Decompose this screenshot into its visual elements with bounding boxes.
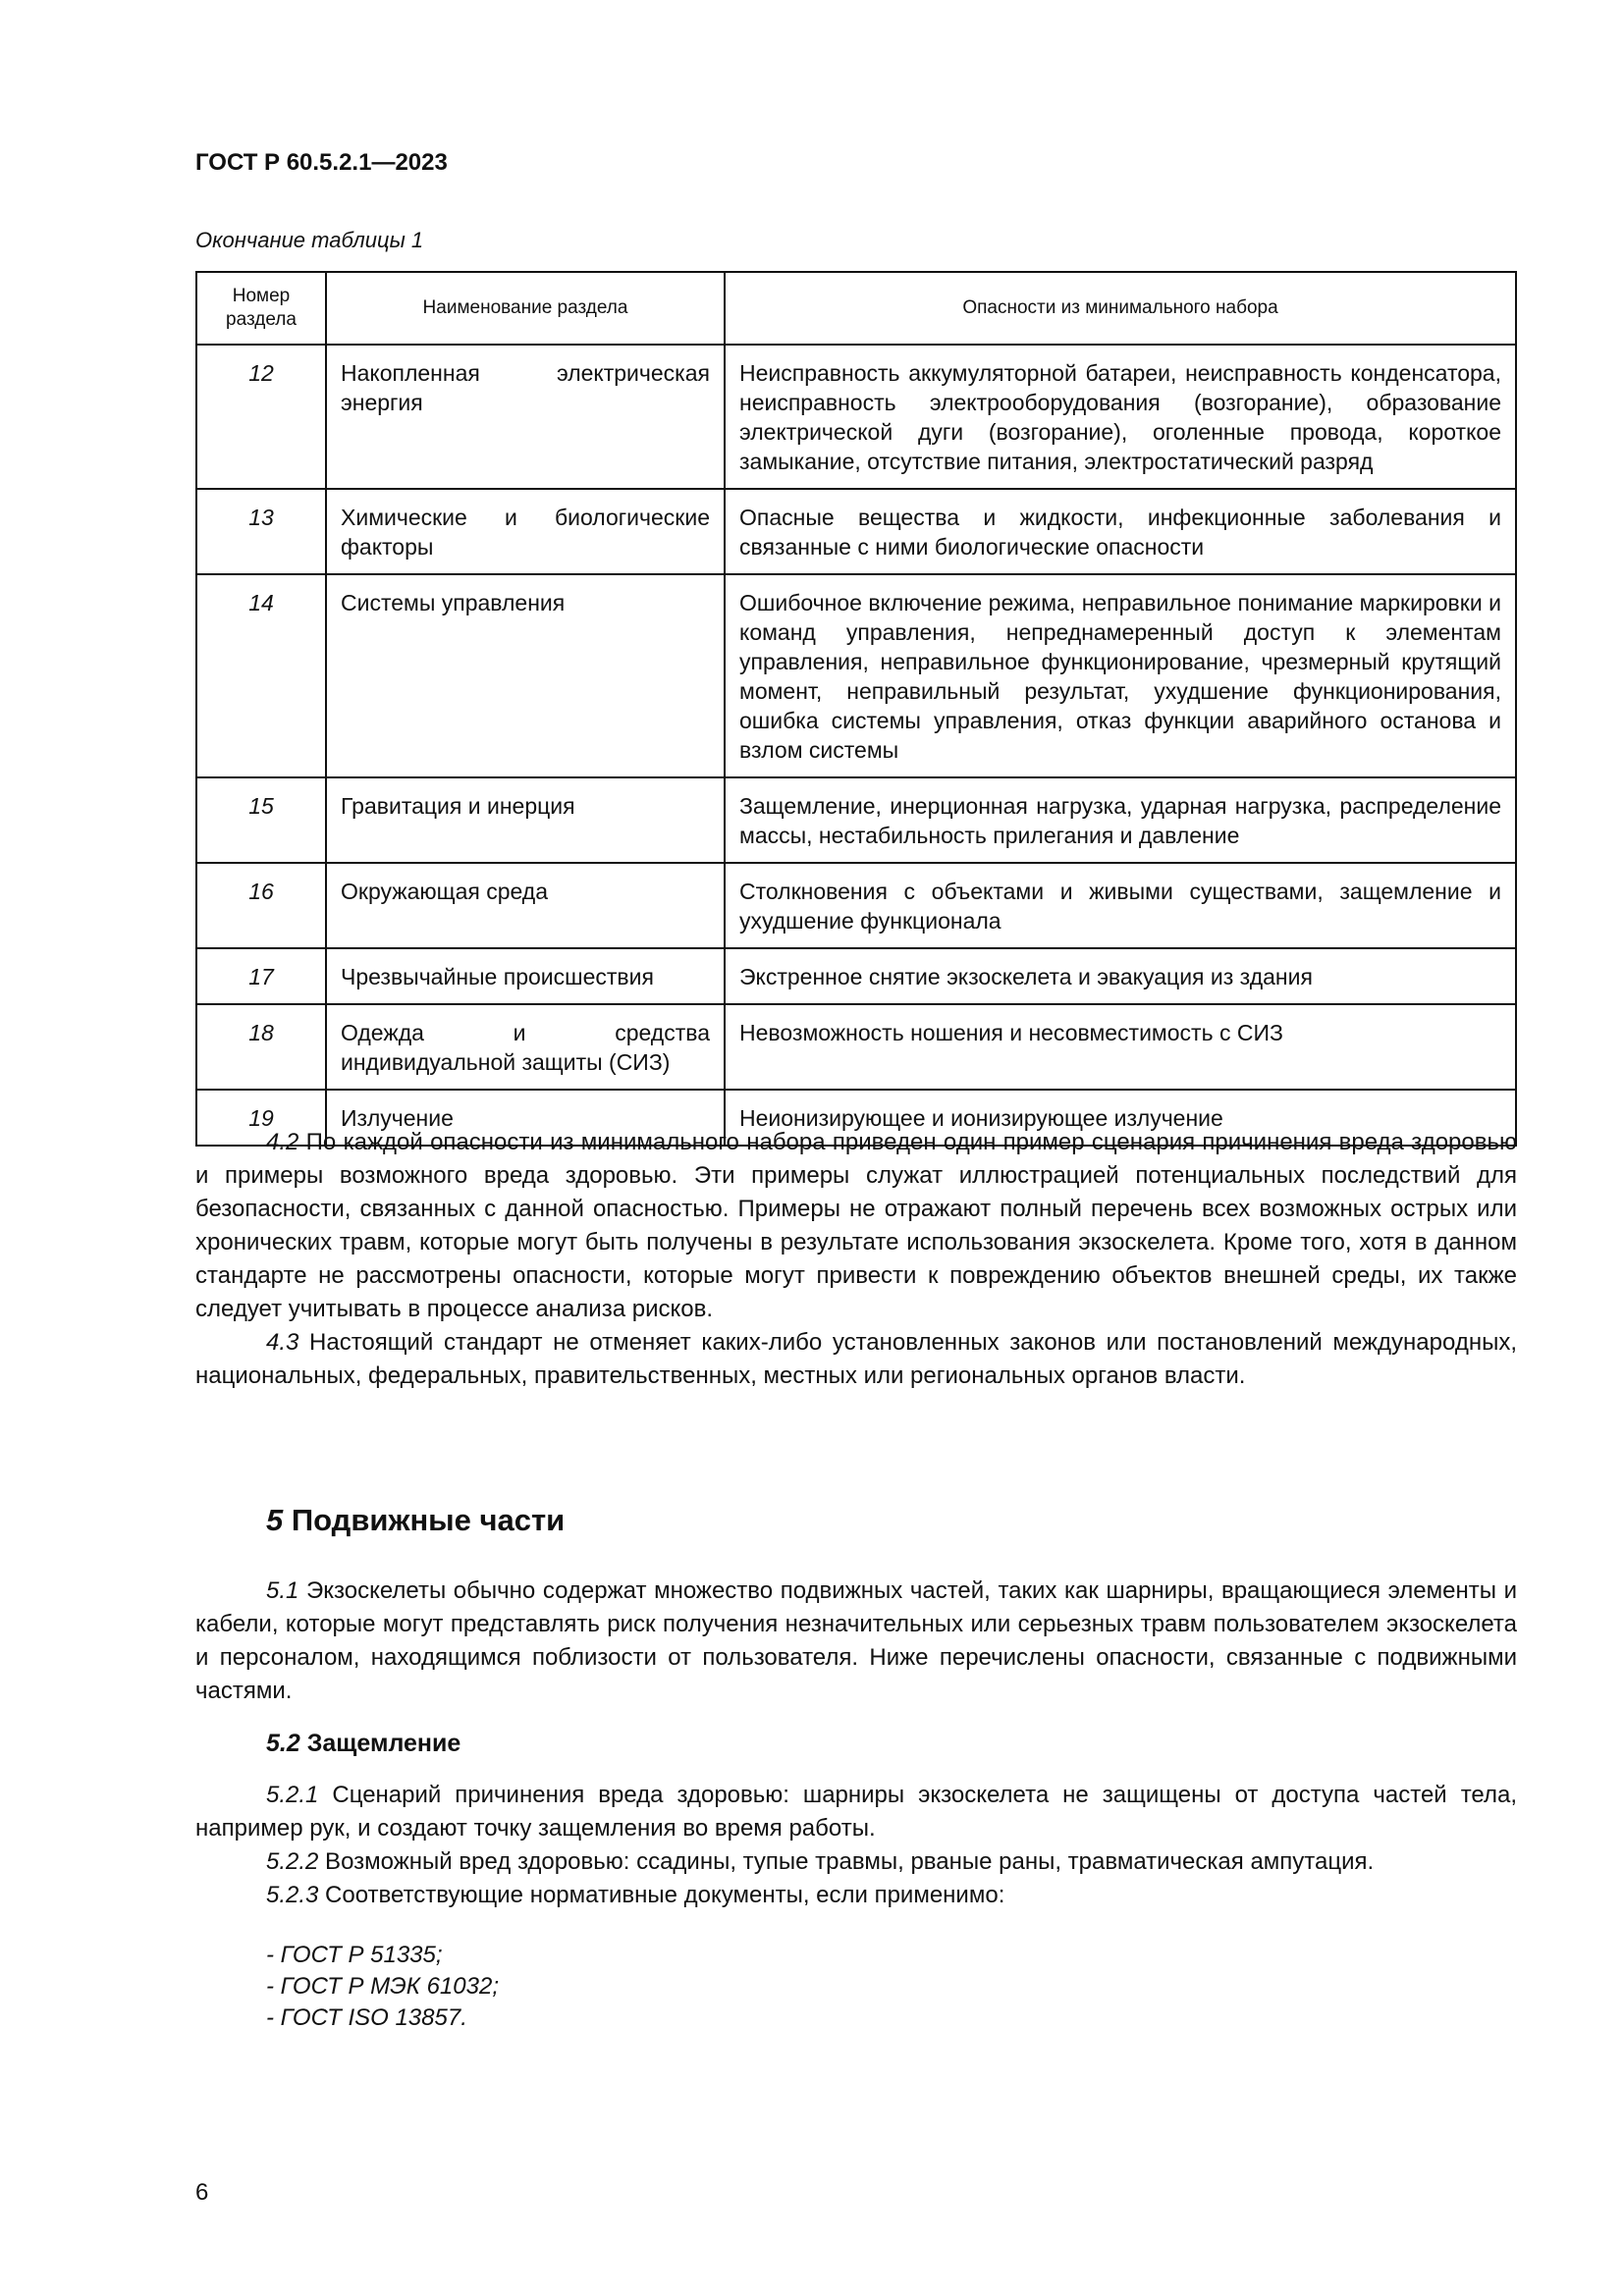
clause-number: 5.2.3 xyxy=(266,1882,319,1908)
paragraph-5-2-1 xyxy=(195,1779,1517,1845)
row-section-name: Химические и биологические факторы xyxy=(326,489,725,574)
row-number: 17 xyxy=(196,948,326,1004)
hazards-table xyxy=(195,271,1517,1147)
paragraph-4-3 xyxy=(195,1326,1517,1393)
subsection-number: 5.2 xyxy=(266,1730,300,1757)
row-number: 18 xyxy=(196,1004,326,1090)
row-hazards: Неионизирующее и ионизирующее излучение xyxy=(725,1090,1516,1146)
table-row xyxy=(196,948,1516,1004)
row-number: 13 xyxy=(196,489,326,574)
reference-item: - ГОСТ Р МЭК 61032; xyxy=(266,1973,499,2000)
column-header-hazards: Опасности из минимального набора xyxy=(725,272,1516,345)
subsection-title: Защемление xyxy=(299,1730,461,1757)
row-number: 19 xyxy=(196,1090,326,1146)
reference-list xyxy=(266,1940,499,2034)
section-title: Подвижные части xyxy=(283,1503,566,1537)
row-hazards: Экстренное снятие экзоскелета и эвакуация из здания xyxy=(725,948,1516,1004)
row-hazards: Невозможность ношения и несовместимость с СИЗ xyxy=(725,1004,1516,1090)
clause-number: 4.2 xyxy=(266,1129,299,1155)
paragraph-4-2 xyxy=(195,1126,1517,1326)
subsection-5-2-heading xyxy=(266,1730,460,1758)
row-section-name: Окружающая среда xyxy=(326,863,725,948)
clause-number: 5.2.1 xyxy=(266,1782,319,1808)
clause-number: 5.1 xyxy=(266,1577,299,1604)
clause-4-block xyxy=(195,1126,1517,1393)
row-section-name: Системы управления xyxy=(326,574,725,777)
table-row xyxy=(196,863,1516,948)
paragraph-5-1 xyxy=(195,1575,1517,1708)
paragraph-5-2-2 xyxy=(195,1845,1517,1879)
table-row xyxy=(196,345,1516,489)
row-number: 14 xyxy=(196,574,326,777)
paragraph-text: Настоящий стандарт не отменяет каких-либо установленных законов или постановлений международных, национальных, федеральных, правительственных, местных или региональных органов власти. xyxy=(195,1329,1517,1389)
table-caption: Окончание таблицы 1 xyxy=(195,228,424,252)
row-hazards: Неисправность аккумуляторной батареи, неисправность конденсатора, неисправность электрооборудования (возгорание), образование электрической дуги (возгорание), оголенные провода, короткое замыкание, отсутствие питания, электростатический разряд xyxy=(725,345,1516,489)
row-section-name: Гравитация и инерция xyxy=(326,777,725,863)
row-section-name: Чрезвычайные происшествия xyxy=(326,948,725,1004)
row-section-name: Излучение xyxy=(326,1090,725,1146)
row-number: 16 xyxy=(196,863,326,948)
paragraph-text: Соответствующие нормативные документы, если применимо: xyxy=(318,1882,1005,1908)
row-hazards: Столкновения с объектами и живыми существами, защемление и ухудшение функционала xyxy=(725,863,1516,948)
clause-number: 5.2.2 xyxy=(266,1848,319,1875)
paragraph-text: Сценарий причинения вреда здоровью: шарниры экзоскелета не защищены от доступа частей тела, например рук, и создают точку защемления во время работы. xyxy=(195,1782,1517,1842)
table-header-row xyxy=(196,272,1516,345)
document-code: ГОСТ Р 60.5.2.1—2023 xyxy=(195,149,448,176)
row-number: 15 xyxy=(196,777,326,863)
section-number: 5 xyxy=(266,1503,284,1537)
row-number: 12 xyxy=(196,345,326,489)
table-row xyxy=(196,777,1516,863)
table-row xyxy=(196,574,1516,777)
paragraph-text: По каждой опасности из минимального набора приведен один пример сценария причинения вреда здоровью и примеры возможного вреда здоровью. Эти примеры служат иллюстрацией потенциальных последствий для безопасности, связанных с данной опасностью. Примеры не отражают полный перечень всех возможных острых или хронических травм, которые могут быть получены в результате использования экзоскелета. Кроме того, хотя в данном стандарте не рассмотрены опасности, которые могут привести к повреждению объектов внешней среды, их также следует учитывать в процессе анализа рисков. xyxy=(195,1129,1517,1322)
page-number: 6 xyxy=(195,2179,209,2206)
clause-number: 4.3 xyxy=(266,1329,299,1356)
row-hazards: Ошибочное включение режима, неправильное понимание маркировки и команд управления, непреднамеренный доступ к элементам управления, неправильное функционирование, чрезмерный крутящий момент, неправильный результат, ухудшение функционирования, ошибка системы управления, отказ функции аварийного останова и взлом системы xyxy=(725,574,1516,777)
table-row xyxy=(196,489,1516,574)
clause-5-2-block xyxy=(195,1779,1517,1912)
paragraph-text: Экзоскелеты обычно содержат множество подвижных частей, таких как шарниры, вращающиеся элементы и кабели, которые могут представлять риск получения незначительных или серьезных травм пользователем экзоскелета и персоналом, находящимся поблизости от пользователя. Ниже перечислены опасности, связанные с подвижными частями. xyxy=(195,1577,1517,1704)
reference-item: - ГОСТ ISO 13857. xyxy=(266,2004,467,2031)
column-header-number: Номер раздела xyxy=(196,272,326,345)
clause-5-1-block xyxy=(195,1575,1517,1708)
row-hazards: Опасные вещества и жидкости, инфекционные заболевания и связанные с ними биологические опасности xyxy=(725,489,1516,574)
reference-item: - ГОСТ Р 51335; xyxy=(266,1942,443,1968)
column-header-name: Наименование раздела xyxy=(326,272,725,345)
row-hazards: Защемление, инерционная нагрузка, ударная нагрузка, распределение массы, нестабильность прилегания и давление xyxy=(725,777,1516,863)
paragraph-5-2-3 xyxy=(195,1879,1517,1912)
table-row xyxy=(196,1004,1516,1090)
row-section-name: Накопленная электрическая энергия xyxy=(326,345,725,489)
row-section-name: Одежда и средства индивидуальной защиты (СИЗ) xyxy=(326,1004,725,1090)
section-5-heading xyxy=(266,1503,565,1538)
paragraph-text: Возможный вред здоровью: ссадины, тупые травмы, рваные раны, травматическая ампутация. xyxy=(318,1848,1375,1875)
